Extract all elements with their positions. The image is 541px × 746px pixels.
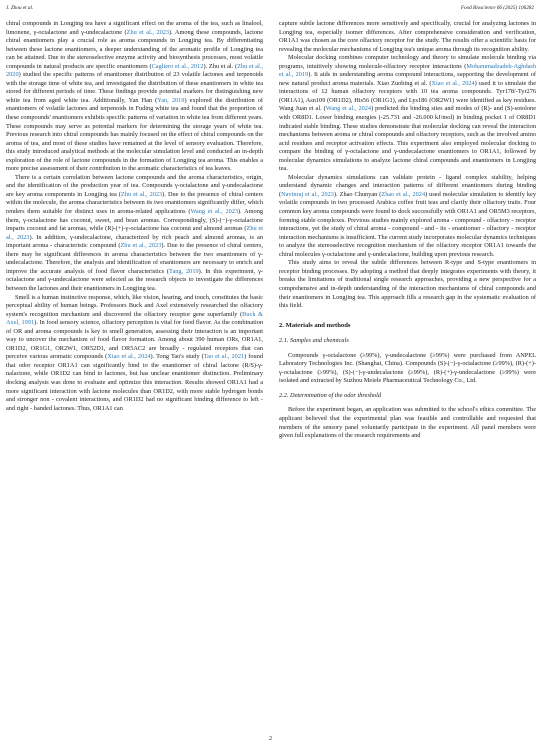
paragraph bbox=[6, 174, 263, 294]
paragraph-text: Smell is a human instinctive response, which, like vision, hearing, and touch, constitutes the basic perceptual ability of human beings. Professors Buck and Axel extensively researched the olfactory system's recognition mechanism and discovered the olfactory receptor gene superfamily ( bbox=[6, 293, 263, 318]
paragraph-text: ). In food sensory science, olfactory perception is vital for food flavor. As the combination of OR and aroma compounds is key to smell generation, assessing their interaction is an important way to uncover the mechanism of food flavor formation. Among about 390 human ORs, OR1A1, OR1D2, OR1G1, OR2W1, OR52D1, and OR5AC2 are broadly - regulated receptors that can perceive various aromatic compounds ( bbox=[6, 319, 264, 361]
paragraph-text: ). Zhao Chunyan ( bbox=[333, 190, 382, 198]
paragraph-text: ). Among these compounds, lactone chiral enantiomers play a crucial role as aroma compounds in Longjing tea. By differentiating between these lactone enantiomers, a deeper understanding of the aromatic profile of Longjing tea can be attained. Due to the stereoselective enzyme activity and biosynthesis processes, most volatile compounds in natural products are specific enantiomers ( bbox=[6, 28, 263, 70]
citation-link[interactable]: Tang, 2019 bbox=[169, 267, 199, 275]
citation-link[interactable]: Zhu et al., 2020 bbox=[6, 62, 263, 79]
paragraph-text: chiral compounds in Longjing tea have a significant effect on the aroma of the tea, such as linalool, limonene, γ-octalactone and γ-undecalactone ( bbox=[6, 20, 263, 36]
paragraph bbox=[279, 174, 536, 259]
paragraph-text: capture subtle lactone differences more sensitively and specifically, crucial for analyzing lactones in Longjing tea, especially isomer differences. After comprehensive consideration and verification, OR1A1 was chosen as the core olfactory receptor for the study. The results offer a scientific basis for revealing the molecular mechanisms of Longjing tea's unique aroma through its recognition ability. bbox=[279, 20, 536, 53]
citation-link[interactable]: Zhu et al., 2023 bbox=[126, 28, 170, 36]
paragraph-text: ) found that odor receptor OR1A1 can significantly bind to the enantiomer of chiral lactone (R/S)-γ-nalactone, while OR1D2 can bind to lactones, but has unclear enantiomer distinction. Preliminary docking analysis was done to evaluate and optimize this interaction. Results showed OR1A1 had a more significant interaction with lactone molecules than OR1D2, with more stable hydrogen bonds and stronger non - covalent interactions, and OR1D2 had no significant binding difference to left - and right - handed lactones. Thus, OR1A1 can bbox=[6, 353, 263, 412]
paragraph-text: ). Due to the presence of chiral centers, there may be significant differences in aroma characteristics between the two enantiomers of γ-undecalactone. Therefore, the analysis and identification of enantiomers are necessary to enrich and improve the accurate analysis of food flavor characteristics ( bbox=[6, 242, 263, 275]
paragraph bbox=[279, 352, 536, 386]
paragraph-text: ). In addition, γ-undecalactone, characterized by rich peach and almond aromas, is an important aroma - characteristic compound ( bbox=[6, 233, 263, 250]
paragraph-text: This study aims to reveal the subtle differences between R-type and S-type enantiomers in receptor binding processes. By adopting a method that deeply integrates experiments with theory, it breaks the limitations of traditional single research approaches, providing a new perspective for a comprehensive and in-depth understanding of the interaction mechanisms of chiral compounds and their enantiomers in Longjing tea. This approach fills a research gap in the systematic evaluation of this field. bbox=[279, 259, 536, 310]
paragraph-text: ). Among them, γ-octalactone has coconut, sweet, and bean aromas. Correspondingly, (S)-(−)-γ-octalactone imparts coconut and fat aromas, while (R)-(+)-γ-octalactone has coconut and almond aromas ( bbox=[6, 208, 263, 233]
citation-link[interactable]: Tao et al., 2021 bbox=[203, 353, 245, 361]
paragraph bbox=[6, 294, 263, 414]
subsection-heading-odor-threshold: 2.2. Determination of the odor threshold bbox=[279, 391, 382, 399]
right-column bbox=[279, 20, 536, 441]
citation-link[interactable]: Cagliero et al., 2012 bbox=[151, 62, 204, 70]
citation-link[interactable]: Wang et al., 2023 bbox=[190, 208, 239, 216]
citation-link[interactable]: Zhu et al., 2023 bbox=[6, 225, 263, 241]
page-number: 2 bbox=[269, 736, 272, 742]
citation-link[interactable]: Xiao et al., 2024 bbox=[107, 353, 151, 361]
paragraph-text: Compounds γ-octalactone (≥99%), γ-undecalactone (≥99%) were purchased from ANPEL Laboratory Technologies Inc. (Shanghai, China). Compounds (S)-(−)-γ-octalactone (≥99%), (R)-(+)-γ-octalactone (≥99%), (S)-(−)-γ-undecalactone (≥99%), (R)-(+)-γ-undecalactone (≥99%) were isolated and extracted by Suzhou Meiele Pharmaceutical Technology Co., Ltd. bbox=[279, 351, 536, 385]
paragraph-text: There is a certain correlation between lactone compounds and the aroma characteristics, origin, and the identification of the production year of tea. Compounds γ-octalactone and γ-undecalactone are key aroma components in Longjing tea ( bbox=[6, 173, 263, 198]
paragraph bbox=[279, 406, 536, 440]
subsection-heading-samples-chemicals: 2.1. Samples and chemicals bbox=[279, 337, 349, 345]
section-heading-materials-methods: 2. Materials and methods bbox=[279, 321, 351, 329]
paragraph-text: ) used molecular simulation to identify key volatile compounds in two processed Arabica coffee fruit teas and clarify their olfactory traits. Four common key aroma compounds were found to dock successfully with OR1A1 and OR5M3 receptors, forming stable complexes. Previous studies mainly explored aroma - compound - olfactory - receptor interactions, yet the study of chiral aroma - compound - and - its - enantiomer - olfactory - receptor interaction mechanisms is insufficient. The current study incorporates molecular dynamics techniques to analyze the stereoselective recognition mechanism of the olfactory receptor OR1A1 towards the chiral molecules γ-octalactone and γ-undecalactone, building upon previous research. bbox=[279, 190, 536, 258]
running-header-authors: J. Zhou et al. bbox=[6, 5, 34, 11]
citation-link[interactable]: Buck & Axel, 1991 bbox=[6, 310, 263, 327]
paragraph-text: ) used it to simulate the interactions of 12 human olfactory receptors with 10 tea aroma compounds. Tyr178/-Tyr276 (OR1A1), Asn109 (OR1D2), His56 (OR1G1), and Lys186 (OR2W1) were identified as key residues. Wang Juan et al. ( bbox=[279, 79, 536, 113]
citation-link[interactable]: Mohammadzadeh-Aghdash et al., 2019 bbox=[279, 62, 536, 79]
paragraph bbox=[6, 20, 263, 174]
citation-link[interactable]: Zhu et al., 2023 bbox=[120, 190, 163, 198]
paragraph-text: ). It aids in understanding aroma compound interactions, supporting the development of new natural product aroma materials. Xiao Zuobing et al. ( bbox=[279, 71, 536, 87]
paragraph-text: ). Due to the presence of chiral centers within the molecule, the aroma characteristics between its two enantiomers significantly differ, which renders them suitable for distinct uses in aroma-related applications ( bbox=[6, 190, 263, 216]
paragraph-text: ). In this experiment, γ-octalactone and γ-undecalactone were selected as the research objects to investigate the differences between the lactones and their enantiomers in Longjing tea. bbox=[6, 267, 264, 292]
paragraph-text: ) studied the specific patterns of enantiomer distribution of 23 volatile lactones and terpenoids with the storage time of white tea, and investigated the distribution of these enantiomers in white tea stored for different periods of time. These findings provide potential markers for distinguishing new white tea from aged white tea. Additionally, Yan Han ( bbox=[6, 71, 263, 104]
citation-link[interactable]: Zhao et al., 2024 bbox=[381, 190, 426, 198]
running-header-journal: Food Bioscience 66 (2025) 106282 bbox=[460, 5, 534, 11]
paragraph-text: Before the experiment began, an application was submitted to the school's ethics committee. The applicant believed that the experimental plan was feasible and controllable and requested that members of the sensory panel voluntarily participate in the experiment. All panel members were given full explanations of the research requirements and bbox=[279, 406, 536, 440]
paragraph-text: Molecular docking combines computer technology and theory to simulate molecule binding via programs, intuitively showing molecule-olfactory receptor interactions ( bbox=[279, 54, 536, 70]
citation-link[interactable]: Navinraj et al., 2023 bbox=[281, 190, 334, 198]
paragraph-text: ). Zhu et al. ( bbox=[203, 62, 238, 70]
citation-link[interactable]: Yan, 2019 bbox=[157, 96, 185, 104]
citation-link[interactable]: Zhu et al., 2023 bbox=[120, 242, 162, 250]
citation-link[interactable]: Xiao et al., 2024 bbox=[431, 79, 475, 87]
paragraph bbox=[279, 54, 536, 174]
paragraph-text: Molecular dynamics simulations can validate protein - ligand complex stability, helping understand dynamic changes and interaction patterns of different enantiomers during binding ( bbox=[279, 173, 536, 198]
paragraph bbox=[279, 259, 536, 310]
citation-link[interactable]: Wang et al., 2024 bbox=[325, 105, 372, 113]
paragraph-text: ) explored the distribution of enantiomers of volatile lactones and terpenoids in Fuding white tea and found that the proportion of these compounds' enantiomers exhibits specific patterns of variation in white tea from different years. These compounds may serve as potential markers for determining the storage years of white tea. Previous research into chiral compounds has mainly focused on the effect of chiral compounds on the aroma of tea, and most of these studies have remained at the level of sensory evaluation. Therefore, this study introduced analytical methods at the molecular simulation level and conducted an in-depth exploration of the role of lactone compounds in the formation of Longjing tea aroma. This enables a more precise assessment of their contribution to the aromatic characteristics of tea leaves. bbox=[6, 96, 264, 173]
paragraph bbox=[279, 20, 536, 54]
left-column bbox=[6, 20, 263, 413]
paragraph-text: ). Tong Tao's study ( bbox=[150, 353, 204, 361]
paragraph-text: ) predicted the binding sites and modes of (R)- and (S)-sotolone with OR8D1. Lower binding energies (-25.731 and -26.000 kJ/mol) in binding pocket 1 of OR8D1 indicated stable binding. These studies demonstrate that molecular docking can reveal the interaction mechanisms between aroma or chiral compounds and olfactory receptors, such as the involved amino acid residues and receptor activation effects. This experiment also employed molecular docking to compare the binding of γ-octalactone and γ-undecalactone enantiomers to OR1A1, followed by molecular dynamics simulations to analyze lactone chiral compounds and enantiomers in Longjing tea. bbox=[279, 105, 536, 173]
